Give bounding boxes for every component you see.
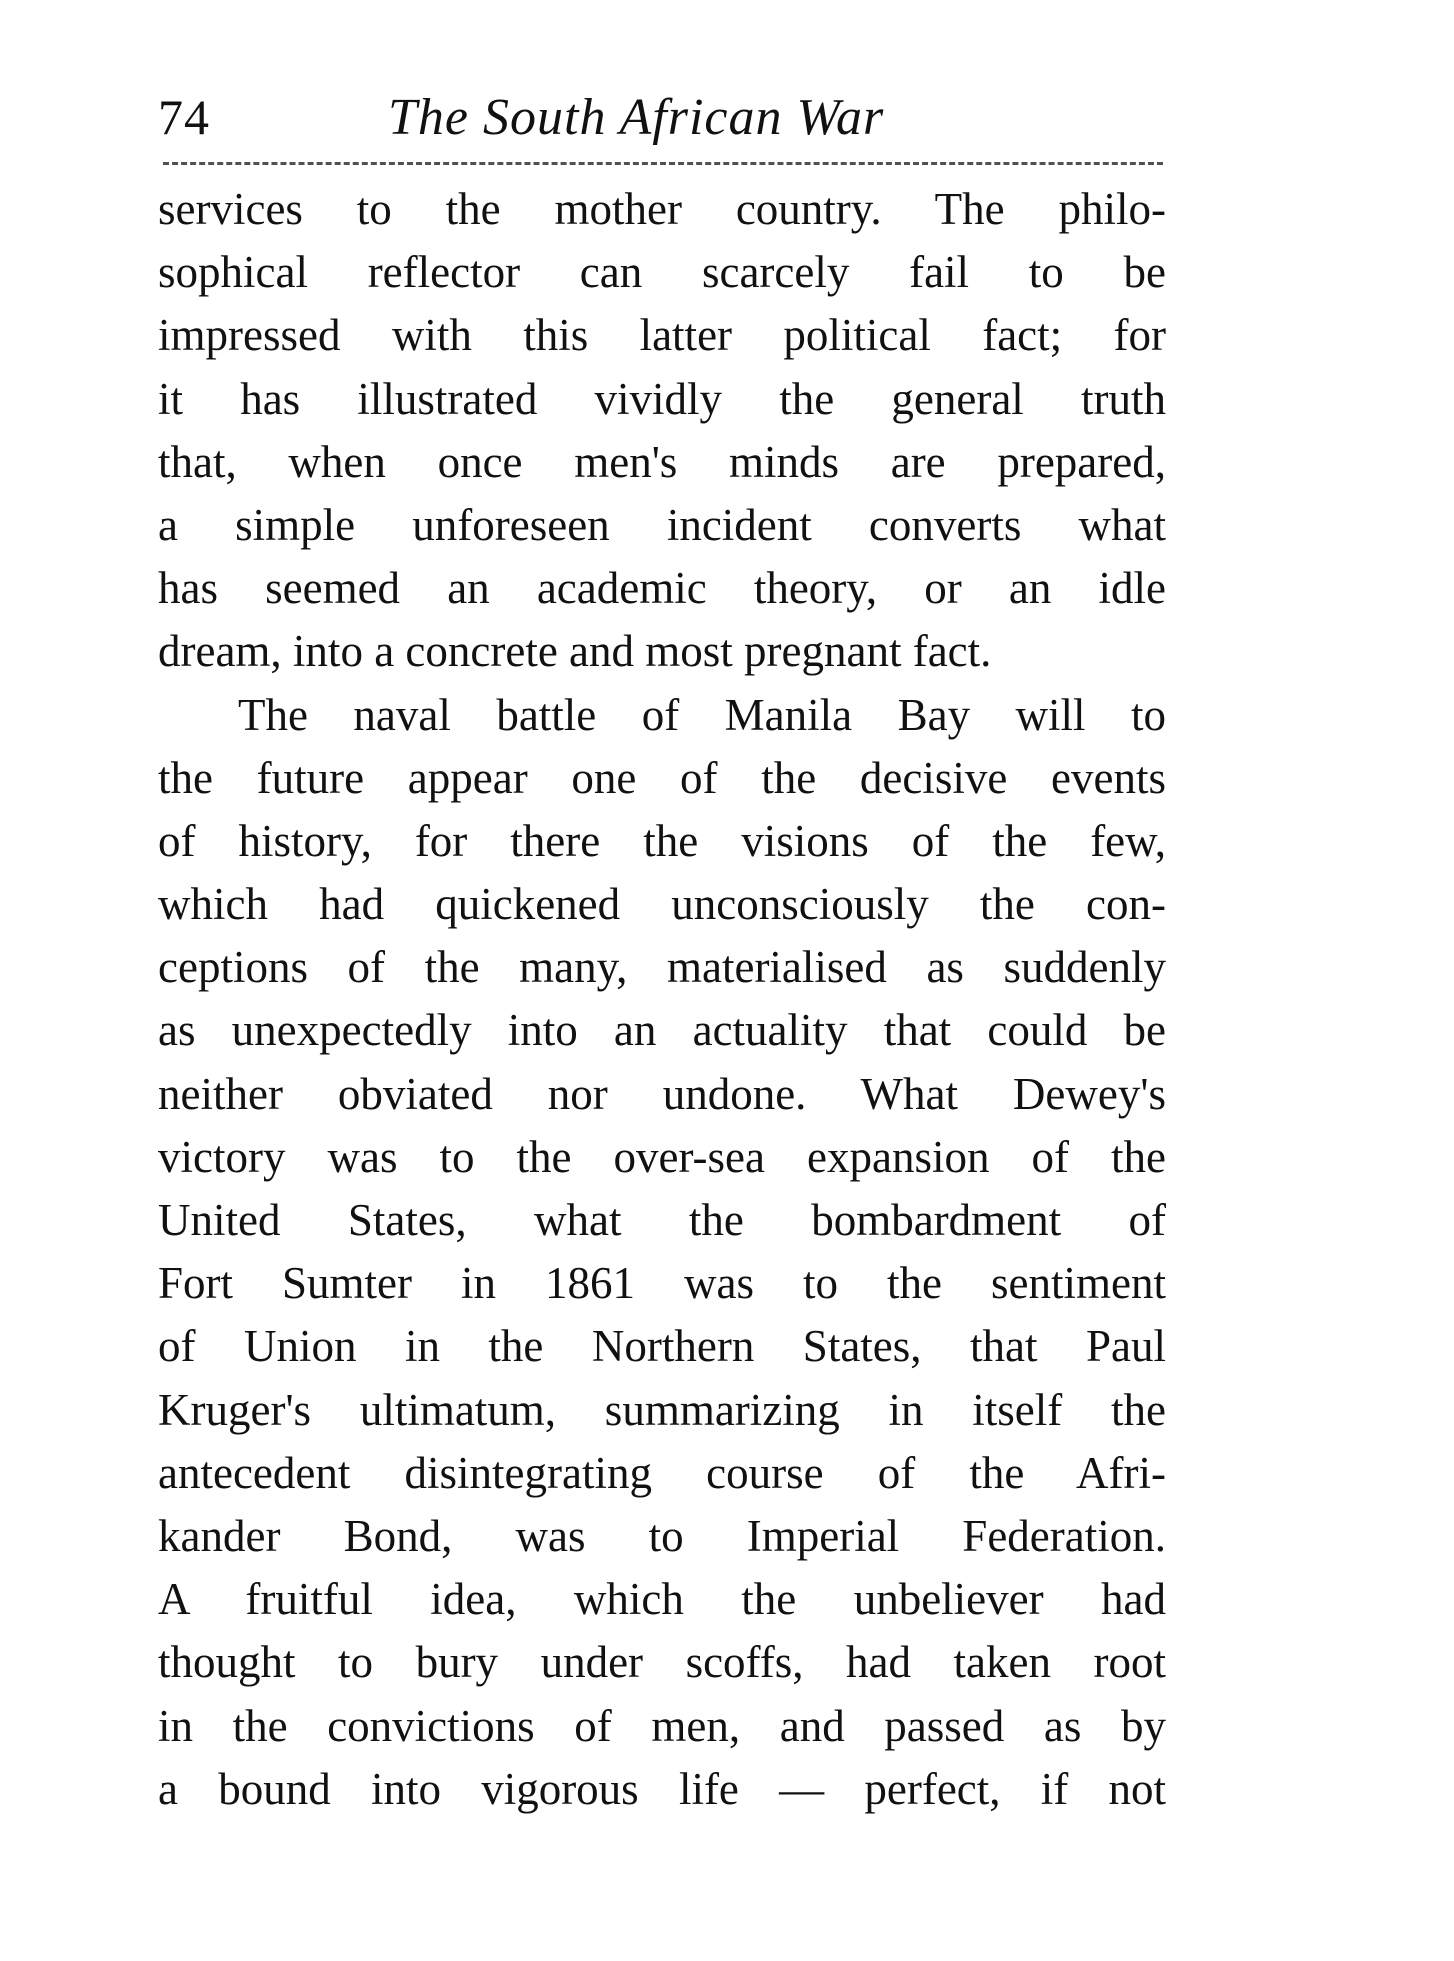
text-line: a simple unforeseen incident converts what	[158, 499, 1166, 550]
paragraph-end-line: dream, into a concrete and most pregnant fact.	[158, 626, 992, 677]
text-line: kander Bond, was to Imperial Federation.	[158, 1510, 1166, 1561]
text-line: a bound into vigorous life — perfect, if not	[158, 1763, 1166, 1814]
text-line: Fort Sumter in 1861 was to the sentiment	[158, 1258, 1166, 1309]
text-line: in the convictions of men, and passed as by	[158, 1700, 1166, 1751]
body-text	[158, 178, 1166, 1821]
text-line: impressed with this latter political fact; for	[158, 310, 1166, 361]
text-line: which had quickened unconsciously the con-	[158, 879, 1166, 930]
running-title: The South African War	[388, 89, 885, 146]
text-line: neither obviated nor undone. What Dewey's	[158, 1068, 1166, 1119]
text-line: sophical reflector can scarcely fail to be	[158, 247, 1166, 298]
paragraph-start-line: The naval battle of Manila Bay will to	[238, 689, 1166, 740]
text-line: United States, what the bombardment of	[158, 1195, 1166, 1245]
header-rule	[163, 162, 1163, 165]
text-line: thought to bury under scoffs, had taken root	[158, 1637, 1166, 1688]
text-line: antecedent disintegrating course of the Afri-	[158, 1447, 1166, 1498]
text-line: services to the mother country. The philo-	[158, 184, 1166, 234]
text-line: of Union in the Northern States, that Paul	[158, 1321, 1166, 1372]
page-header	[158, 82, 1164, 162]
text-line: that, when once men's minds are prepared,	[158, 436, 1166, 487]
text-line: the future appear one of the decisive events	[158, 752, 1166, 803]
text-line: has seemed an academic theory, or an idle	[158, 563, 1166, 614]
text-line: Kruger's ultimatum, summarizing in itself the	[158, 1384, 1166, 1435]
text-line: of history, for there the visions of the few,	[158, 815, 1166, 866]
text-line: it has illustrated vividly the general truth	[158, 373, 1166, 424]
text-line: as unexpectedly into an actuality that could be	[158, 1005, 1166, 1056]
text-line: ceptions of the many, materialised as suddenly	[158, 942, 1166, 993]
text-line: A fruitful idea, which the unbeliever had	[158, 1574, 1166, 1625]
page-number: 74	[158, 89, 210, 145]
text-line: victory was to the over-sea expansion of the	[158, 1131, 1166, 1182]
